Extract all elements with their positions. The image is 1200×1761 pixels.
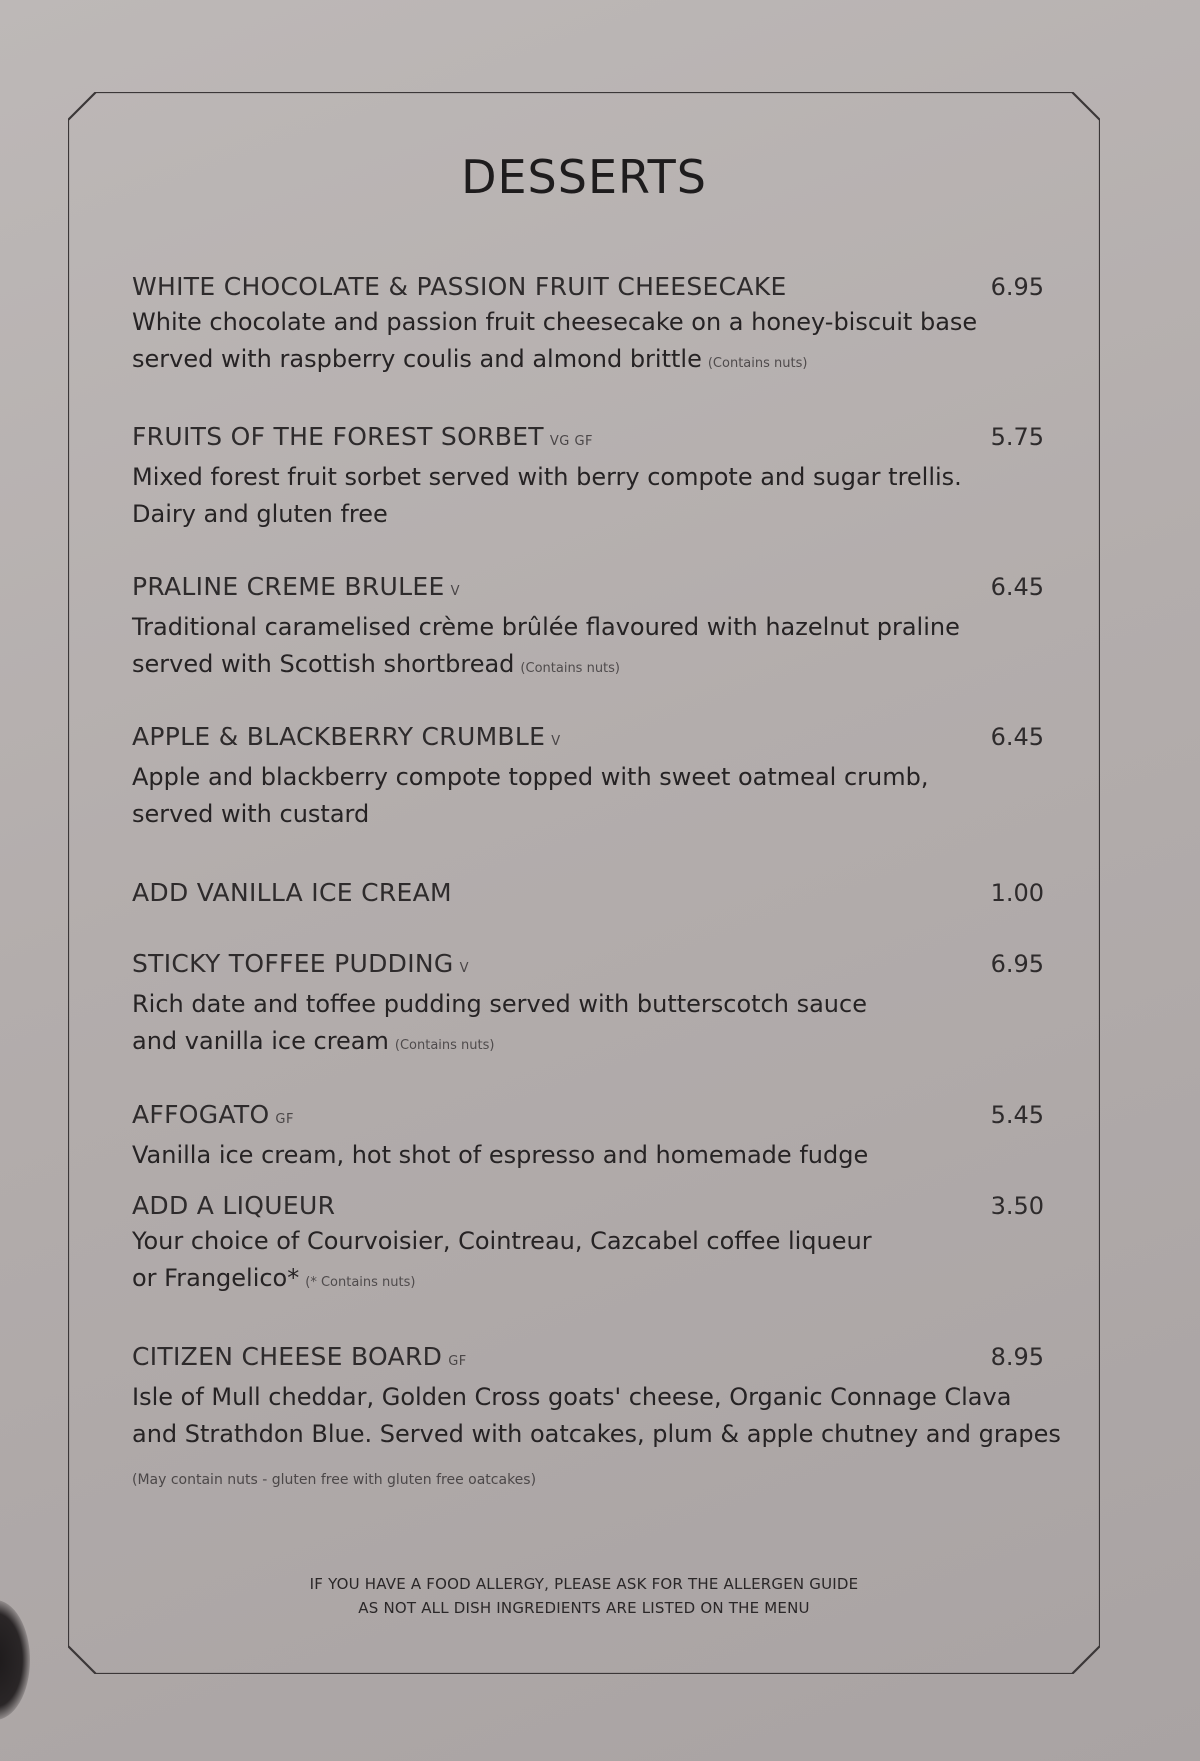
item-price: 3.50 <box>990 1192 1044 1220</box>
menu-item-add-liqueur <box>132 1189 1044 1301</box>
item-description-line: served with custard <box>132 800 370 828</box>
menu-item-affogato <box>132 1098 1044 1174</box>
item-description-line: Vanilla ice cream, hot shot of espresso and homemade fudge <box>132 1141 869 1169</box>
item-description-line: Apple and blackberry compote topped with sweet oatmeal crumb, <box>132 763 929 791</box>
item-description-line: served with Scottish shortbread <box>132 650 515 678</box>
menu-item-creme-brulee <box>132 570 1044 687</box>
allergen-note: (Contains nuts) <box>707 356 808 371</box>
item-price: 6.45 <box>990 573 1044 601</box>
menu-item-sticky-toffee <box>132 947 1044 1064</box>
allergen-note: (Contains nuts) <box>520 661 621 676</box>
dietary-tag: V <box>450 584 460 599</box>
allergen-note: (* Contains nuts) <box>305 1275 416 1290</box>
dietary-tag: GF <box>448 1354 467 1369</box>
item-name: FRUITS OF THE FOREST SORBET <box>132 422 544 451</box>
item-name: CITIZEN CHEESE BOARD <box>132 1342 443 1371</box>
item-price: 5.45 <box>990 1101 1044 1129</box>
allergy-notice-line: IF YOU HAVE A FOOD ALLERGY, PLEASE ASK FOR THE ALLERGEN GUIDE <box>309 1575 859 1593</box>
item-description-line: Traditional caramelised crème brûlée flavoured with hazelnut praline <box>132 613 960 641</box>
menu-item-add-ice-cream <box>132 876 1044 910</box>
table-shadow <box>0 1600 30 1720</box>
dietary-tag: VG GF <box>549 434 594 449</box>
dietary-tag: V <box>459 961 469 976</box>
menu-title: DESSERTS <box>461 150 707 204</box>
item-name: ADD VANILLA ICE CREAM <box>132 878 452 907</box>
menu-card <box>68 92 1100 1674</box>
item-description-line: Your choice of Courvoisier, Cointreau, Cazcabel coffee liqueur <box>132 1227 872 1255</box>
allergen-note: (Contains nuts) <box>394 1038 495 1053</box>
item-name: STICKY TOFFEE PUDDING <box>132 949 454 978</box>
item-description-line: Mixed forest fruit sorbet served with berry compote and sugar trellis. <box>132 463 962 491</box>
item-description-line: White chocolate and passion fruit cheesecake on a honey-biscuit base <box>132 308 978 336</box>
item-price: 8.95 <box>990 1343 1044 1371</box>
item-name: WHITE CHOCOLATE & PASSION FRUIT CHEESECAKE <box>132 272 787 301</box>
item-description-line: Rich date and toffee pudding served with butterscotch sauce <box>132 990 867 1018</box>
item-name: AFFOGATO <box>132 1100 270 1129</box>
item-price: 6.95 <box>990 950 1044 978</box>
item-name: ADD A LIQUEUR <box>132 1191 336 1220</box>
dietary-tag: V <box>551 734 561 749</box>
allergy-notice <box>68 1572 1100 1620</box>
item-name: PRALINE CREME BRULEE <box>132 572 445 601</box>
item-description-line: and Strathdon Blue. Served with oatcakes, plum & apple chutney and grapes <box>132 1420 1061 1448</box>
dietary-tag: GF <box>275 1112 294 1127</box>
menu-item-cheese-board <box>132 1340 1061 1453</box>
item-description-line: served with raspberry coulis and almond brittle <box>132 345 702 373</box>
menu-item-cheesecake <box>132 270 1044 382</box>
item-description-line: Isle of Mull cheddar, Golden Cross goats' cheese, Organic Connage Clava <box>132 1383 1012 1411</box>
item-price: 6.95 <box>990 273 1044 301</box>
item-description-line: Dairy and gluten free <box>132 500 388 528</box>
allergy-notice-line: AS NOT ALL DISH INGREDIENTS ARE LISTED ON THE MENU <box>358 1599 810 1617</box>
item-price: 1.00 <box>990 879 1044 907</box>
item-price: 5.75 <box>990 423 1044 451</box>
cheese-board-footnote: (May contain nuts - gluten free with gluten free oatcakes) <box>132 1472 537 1488</box>
menu-item-crumble <box>132 720 1044 833</box>
menu-item-sorbet <box>132 420 1044 533</box>
item-price: 6.45 <box>990 723 1044 751</box>
item-description-line: and vanilla ice cream <box>132 1027 389 1055</box>
item-name: APPLE & BLACKBERRY CRUMBLE <box>132 722 546 751</box>
item-description-line: or Frangelico* <box>132 1264 300 1292</box>
